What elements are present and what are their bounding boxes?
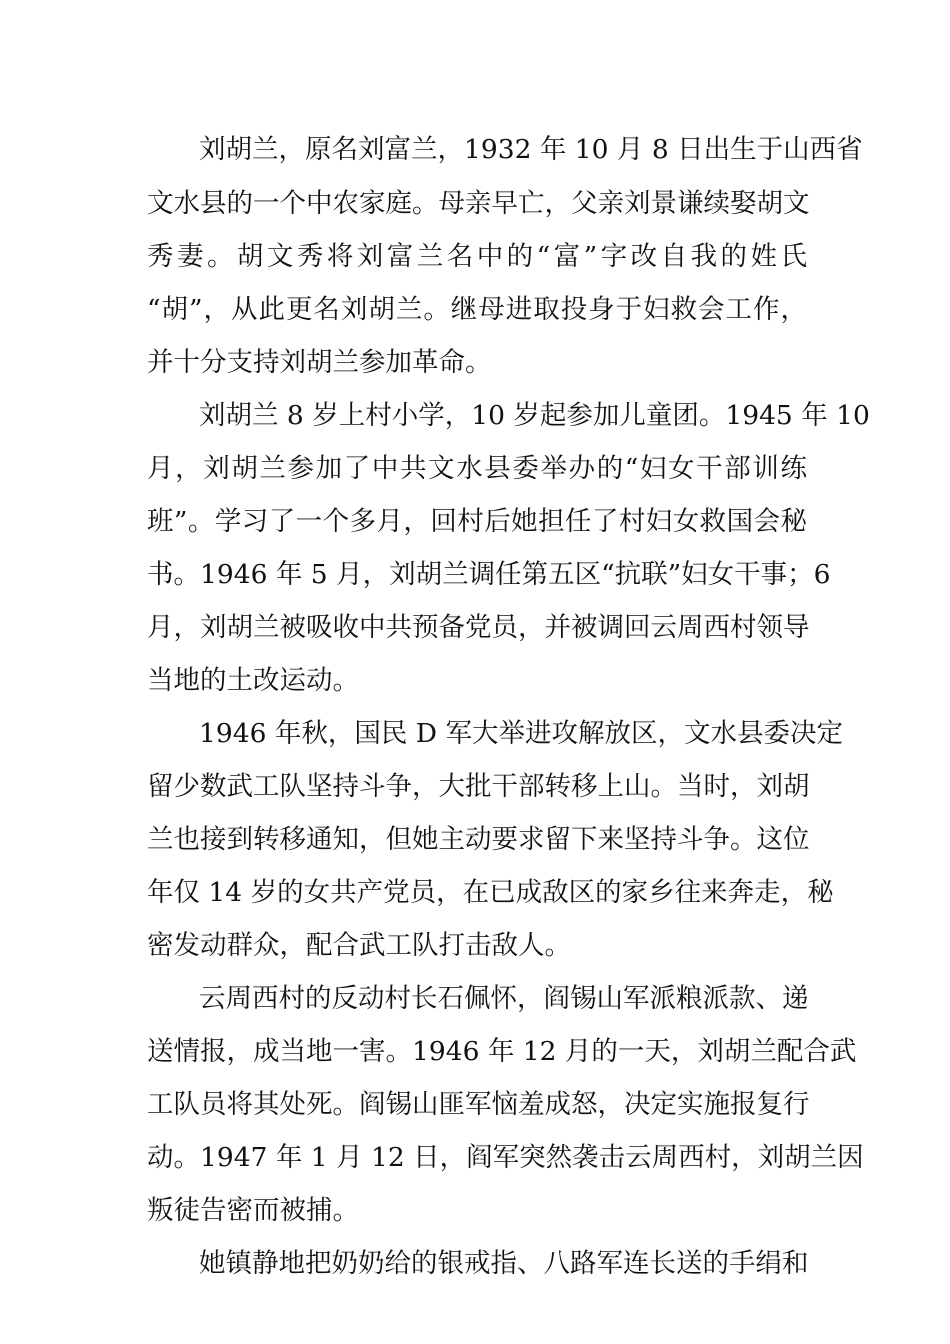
- text-line: 刘胡兰，原名刘富兰，1932 年 10 月 8 日出生于山西省: [199, 134, 863, 165]
- text-line: 刘胡兰 8 岁上村小学，10 岁起参加儿童团。1945 年 10: [199, 400, 870, 431]
- text-line: 她镇静地把奶奶给的银戒指、八路军连长送的手绢和: [199, 1248, 809, 1279]
- text-line: 并十分支持刘胡兰参加革命。: [147, 347, 492, 378]
- text-line: 1946 年秋，国民 D 军大举进攻解放区，文水县委决定: [199, 718, 843, 749]
- text-line: 兰也接到转移通知，但她主动要求留下来坚持斗争。这位: [147, 824, 810, 855]
- text-line: 工队员将其处死。阎锡山匪军恼羞成怒，决定实施报复行: [147, 1089, 810, 1120]
- text-line: 秀妻。胡文秀将刘富兰名中的“富”字改自我的姓氏: [147, 241, 807, 272]
- text-line: 文水县的一个中农家庭。母亲早亡，父亲刘景谦续娶胡文: [147, 188, 810, 219]
- text-line: 密发动群众，配合武工队打击敌人。: [147, 930, 571, 961]
- text-line: 云周西村的反动村长石佩怀，阎锡山军派粮派款、递: [199, 983, 809, 1014]
- text-line: 班”。学习了一个多月，回村后她担任了村妇女救国会秘: [147, 506, 807, 537]
- text-line: 当地的土改运动。: [147, 665, 359, 696]
- text-line: 书。1946 年 5 月，刘胡兰调任第五区“抗联”妇女干事；6: [147, 559, 831, 590]
- text-line: 年仅 14 岁的女共产党员，在已成敌区的家乡往来奔走，秘: [147, 877, 834, 908]
- text-line: 叛徒告密而被捕。: [147, 1195, 359, 1226]
- text-line: 送情报，成当地一害。1946 年 12 月的一天，刘胡兰配合武: [147, 1036, 857, 1067]
- text-line: “胡”，从此更名刘胡兰。继母进取投身于妇救会工作，: [147, 294, 807, 325]
- text-line: 动。1947 年 1 月 12 日，阎军突然袭击云周西村，刘胡兰因: [147, 1142, 864, 1173]
- text-line: 留少数武工队坚持斗争，大批干部转移上山。当时，刘胡: [147, 771, 810, 802]
- text-line: 月，刘胡兰被吸收中共预备党员，并被调回云周西村领导: [147, 612, 810, 643]
- text-line: 月，刘胡兰参加了中共文水县委举办的“妇女干部训练: [147, 453, 807, 484]
